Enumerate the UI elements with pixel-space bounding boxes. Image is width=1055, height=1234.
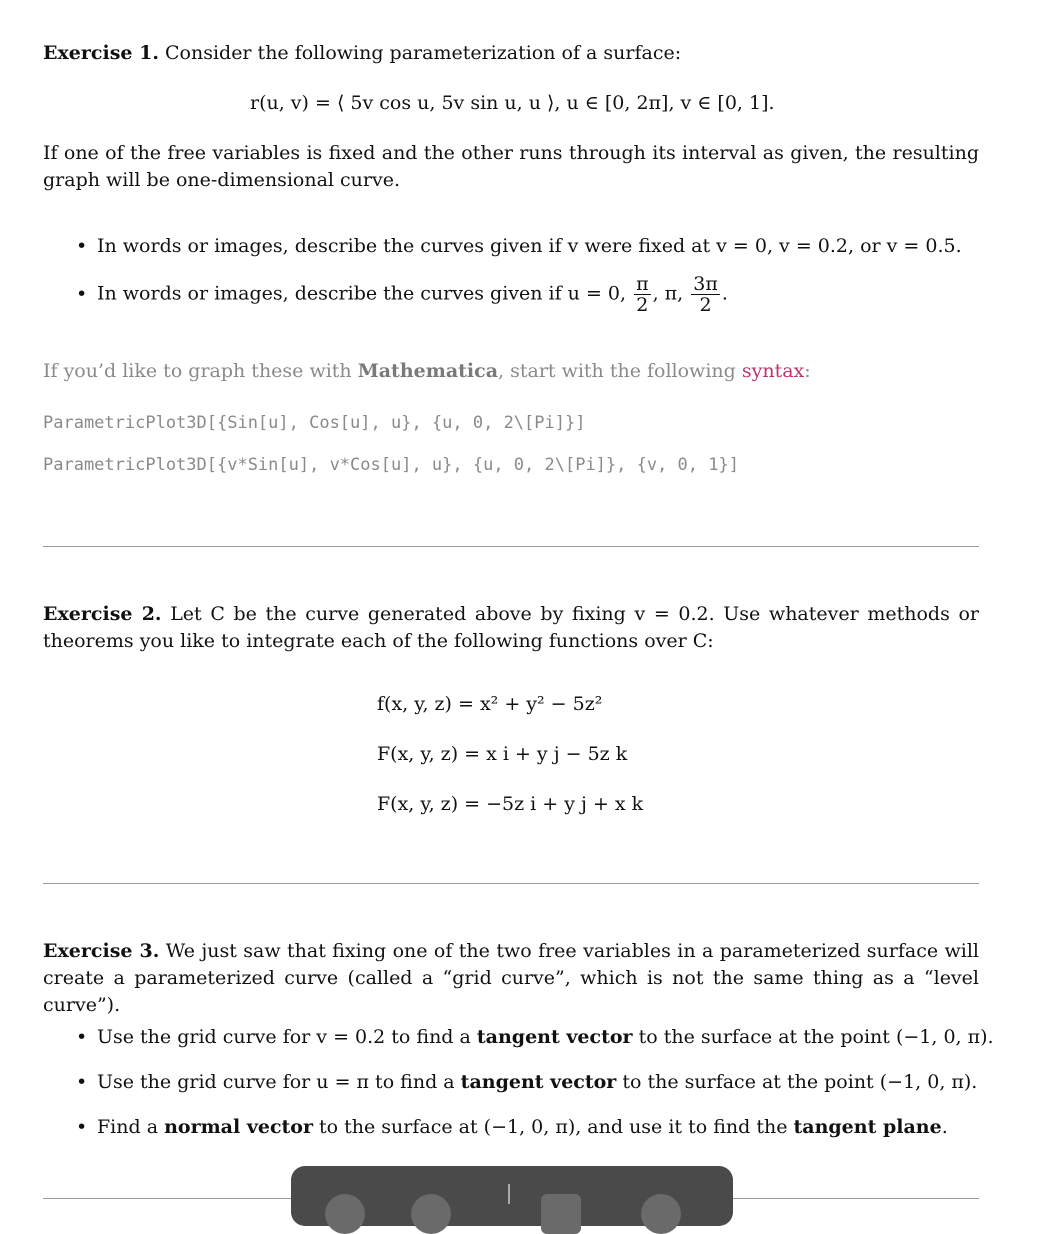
divider-2 [43, 883, 979, 884]
exercise-3-bullet-3: • Find a normal vector to the surface at (−1, 0, π), and use it to find the tangent plane. [76, 1116, 948, 1138]
mathematica-note: If you’d like to graph these with Mathematica, start with the following syntax: [43, 360, 811, 382]
download-icon[interactable] [641, 1194, 681, 1234]
exercise-1-bullet-1: • In words or images, describe the curves given if v were fixed at v = 0, v = 0.2, or v = 0.5. [76, 235, 962, 257]
exercise-1-paragraph: If one of the free variables is fixed and the other runs through its interval as given, the resulting graph will be one-dimensional curve. [43, 142, 979, 191]
exercise-1-label: Exercise 1. [43, 42, 159, 64]
exercise-1-intro: Consider the following parameterization of a surface: [164, 42, 682, 64]
surface-equation: r(u, v) = ⟨ 5v cos u, 5v sin u, u ⟩, u ∈ [0, 2π], v ∈ [0, 1]. [250, 92, 775, 114]
toolbar-separator [508, 1184, 510, 1204]
vector-field-1: F(x, y, z) = x i + y j − 5z k [377, 743, 628, 765]
vector-field-2: F(x, y, z) = −5z i + y j + x k [377, 793, 644, 815]
bullet-dot-icon: • [76, 235, 88, 257]
bullet-dot-icon: • [76, 1071, 88, 1093]
bullet-dot-icon: • [76, 282, 88, 305]
exercise-2-paragraph: Exercise 2. Let C be the curve generated above by fixing v = 0.2. Use whatever methods or theorems you like to integrate each of the following functions over C: [43, 603, 979, 652]
code-line-2: ParametricPlot3D[{v*Sin[u], v*Cos[u], u}, {u, 0, 2\[Pi]}, {v, 0, 1}] [43, 455, 739, 475]
exercise-3-bullet-1: • Use the grid curve for v = 0.2 to find a tangent vector to the surface at the point (−1, 0, π). [76, 1026, 994, 1048]
viewer-toolbar[interactable] [291, 1166, 733, 1226]
exercise-3-paragraph: Exercise 3. We just saw that fixing one of the two free variables in a parameterized surface will create a parameterized curve (called a “grid curve”, which is not the same thing as a “level curve”). [43, 940, 979, 1016]
zoom-in-icon[interactable] [411, 1194, 451, 1234]
divider-1 [43, 546, 979, 547]
exercise-1-bullet-2: • In words or images, describe the curves given if u = 0, $\frac{\pi}{2}$ , π, $\frac{3\pi}{2}$ . [76, 273, 728, 316]
zoom-out-icon[interactable] [325, 1194, 365, 1234]
bullet-dot-icon: • [76, 1026, 88, 1048]
fraction-3pi-over-2: $\frac{3\pi}{2}$ [693, 273, 718, 316]
exercise-3-bullet-2: • Use the grid curve for u = π to find a tangent vector to the surface at the point (−1, 0, π). [76, 1071, 978, 1093]
syntax-link[interactable]: syntax [741, 360, 805, 382]
page-icon[interactable] [541, 1194, 581, 1234]
bullet-dot-icon: • [76, 1116, 88, 1138]
fraction-pi-over-2: $\frac{\pi}{2}$ [636, 273, 649, 316]
exercise-1-heading [43, 42, 681, 64]
function-f: f(x, y, z) = x² + y² − 5z² [377, 693, 603, 715]
code-line-1: ParametricPlot3D[{Sin[u], Cos[u], u}, {u, 0, 2\[Pi]}] [43, 413, 586, 433]
